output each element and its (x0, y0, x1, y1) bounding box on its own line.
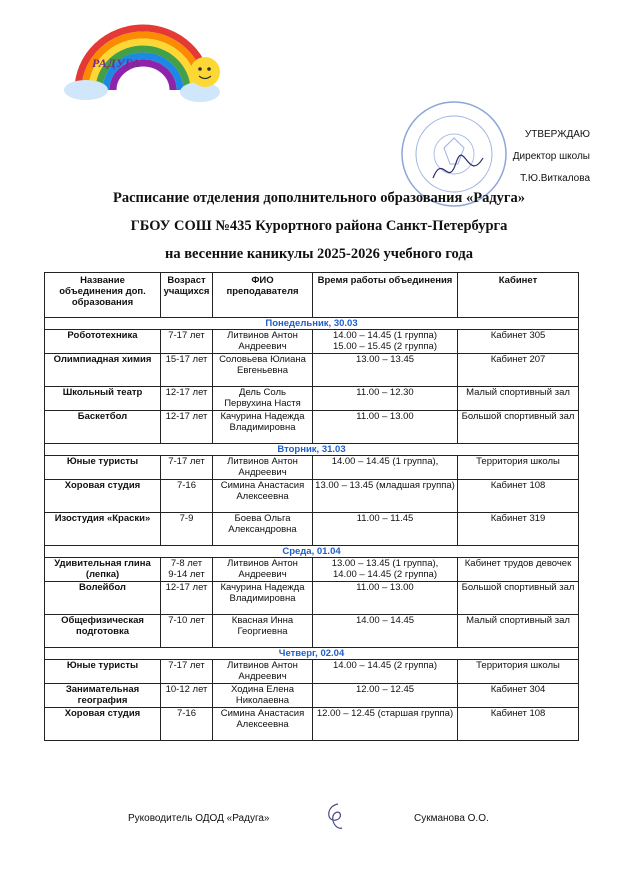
cell-teacher: Литвинов Антон Андреевич (213, 660, 313, 684)
cell-age: 7-16 (161, 480, 213, 513)
title-line-2: ГБОУ СОШ №435 Курортного района Санкт-Петербурга (130, 218, 508, 234)
cell-teacher: Боева Ольга Александровна (213, 513, 313, 546)
cell-time: 13.00 – 13.45 (младшая группа) (313, 480, 458, 513)
header-time: Время работы объединения (313, 273, 458, 318)
title-line-1: Расписание отделения дополнительного образования «Радуга» (112, 190, 526, 206)
cell-name: Занимательная география (45, 684, 161, 708)
table-row (45, 582, 579, 615)
cell-room: Кабинет 108 (458, 708, 579, 741)
cell-age: 7-10 лет (161, 615, 213, 648)
day-header-row (45, 318, 579, 330)
logo-text: РАДУГА (92, 56, 141, 70)
table-row (45, 660, 579, 684)
table-row (45, 411, 579, 444)
cell-age: 7-17 лет (161, 456, 213, 480)
cell-age: 12-17 лет (161, 582, 213, 615)
cell-time: 12.00 – 12.45 (313, 684, 458, 708)
cell-teacher: Литвинов Антон Андреевич (213, 558, 313, 582)
header-age: Возраст учащихся (161, 273, 213, 318)
cell-time: 13.00 – 13.45 (313, 354, 458, 387)
day-label: Среда, 01.04 (45, 546, 579, 558)
cell-name: Юные туристы (45, 456, 161, 480)
cell-teacher: Ходина Елена Николаевна (213, 684, 313, 708)
cell-name: Робототехника (45, 330, 161, 354)
cell-room: Малый спортивный зал (458, 387, 579, 411)
cell-name: Юные туристы (45, 660, 161, 684)
cell-teacher: Соловьева Юлиана Евгеньевна (213, 354, 313, 387)
cell-time: 14.00 – 14.45 (1 группа) 15.00 – 15.45 (2 группа) (313, 330, 458, 354)
cell-name: Хоровая студия (45, 708, 161, 741)
cell-time: 12.00 – 12.45 (старшая группа) (313, 708, 458, 741)
cell-room: Кабинет 305 (458, 330, 579, 354)
cell-age: 7-16 (161, 708, 213, 741)
table-row (45, 513, 579, 546)
cell-teacher: Литвинов Антон Андреевич (213, 456, 313, 480)
header-teacher: ФИО преподавателя (213, 273, 313, 318)
cell-teacher: Дель Соль Первухина Настя (213, 387, 313, 411)
table-row (45, 558, 579, 582)
rainbow-logo (58, 12, 228, 112)
cell-name: Волейбол (45, 582, 161, 615)
director-signature (428, 148, 488, 188)
cell-name: Хоровая студия (45, 480, 161, 513)
cell-room: Кабинет 108 (458, 480, 579, 513)
cell-name: Общефизическая подготовка (45, 615, 161, 648)
cell-teacher: Литвинов Антон Андреевич (213, 330, 313, 354)
cell-age: 7-9 (161, 513, 213, 546)
table-row (45, 708, 579, 741)
cell-teacher: Симина Анастасия Алексеевна (213, 480, 313, 513)
cell-name: Олимпиадная химия (45, 354, 161, 387)
cell-time: 11.00 – 11.45 (313, 513, 458, 546)
cell-room: Территория школы (458, 456, 579, 480)
cell-time: 11.00 – 12.30 (313, 387, 458, 411)
approval-heading: УТВЕРЖДАЮ (524, 129, 590, 140)
cell-time: 14.00 – 14.45 (2 группа) (313, 660, 458, 684)
header-room: Кабинет (458, 273, 579, 318)
cell-time: 14.00 – 14.45 (1 группа), (313, 456, 458, 480)
cell-room: Кабинет 319 (458, 513, 579, 546)
table-row (45, 387, 579, 411)
day-label: Четверг, 02.04 (45, 648, 579, 660)
table-row (45, 354, 579, 387)
day-header-row (45, 444, 579, 456)
footer-name: Сукманова О.О. (414, 813, 489, 824)
cell-age: 10-12 лет (161, 684, 213, 708)
table-row (45, 684, 579, 708)
cell-age: 7-17 лет (161, 660, 213, 684)
approval-name: Т.Ю.Виткалова (520, 173, 590, 184)
cell-name: Школьный театр (45, 387, 161, 411)
cell-time: 13.00 – 13.45 (1 группа), 14.00 – 14.45 (2 группа) (313, 558, 458, 582)
table-row (45, 330, 579, 354)
cell-time: 11.00 – 13.00 (313, 411, 458, 444)
cell-teacher: Симина Анастасия Алексеевна (213, 708, 313, 741)
footer-position: Руководитель ОДОД «Радуга» (128, 813, 270, 824)
header-name: Название объединения доп. образования (45, 273, 161, 318)
table-header-row (45, 273, 579, 318)
cell-age: 12-17 лет (161, 411, 213, 444)
title-line-3: на весенние каникулы 2025-2026 учебного года (165, 246, 473, 262)
day-header-row (45, 648, 579, 660)
cell-room: Кабинет 207 (458, 354, 579, 387)
cell-age: 12-17 лет (161, 387, 213, 411)
cell-name: Удивительная глина (лепка) (45, 558, 161, 582)
cell-teacher: Качурина Надежда Владимировна (213, 411, 313, 444)
cell-time: 11.00 – 13.00 (313, 582, 458, 615)
cell-teacher: Качурина Надежда Владимировна (213, 582, 313, 615)
cell-room: Малый спортивный зал (458, 615, 579, 648)
approval-position: Директор школы (512, 151, 590, 162)
day-label: Вторник, 31.03 (45, 444, 579, 456)
cell-room: Кабинет трудов девочек (458, 558, 579, 582)
day-label: Понедельник, 30.03 (45, 318, 579, 330)
cell-name: Баскетбол (45, 411, 161, 444)
cell-name: Изостудия «Краски» (45, 513, 161, 546)
table-row (45, 480, 579, 513)
table-row (45, 615, 579, 648)
head-signature (318, 800, 354, 832)
cell-age: 15-17 лет (161, 354, 213, 387)
cell-room: Кабинет 304 (458, 684, 579, 708)
day-header-row (45, 546, 579, 558)
cell-room: Территория школы (458, 660, 579, 684)
cell-room: Большой спортивный зал (458, 582, 579, 615)
cell-room: Большой спортивный зал (458, 411, 579, 444)
schedule-table (44, 272, 579, 741)
cell-age: 7-17 лет (161, 330, 213, 354)
cell-teacher: Квасная Инна Георгиевна (213, 615, 313, 648)
cell-time: 14.00 – 14.45 (313, 615, 458, 648)
cell-age: 7-8 лет 9-14 лет (161, 558, 213, 582)
table-row (45, 456, 579, 480)
